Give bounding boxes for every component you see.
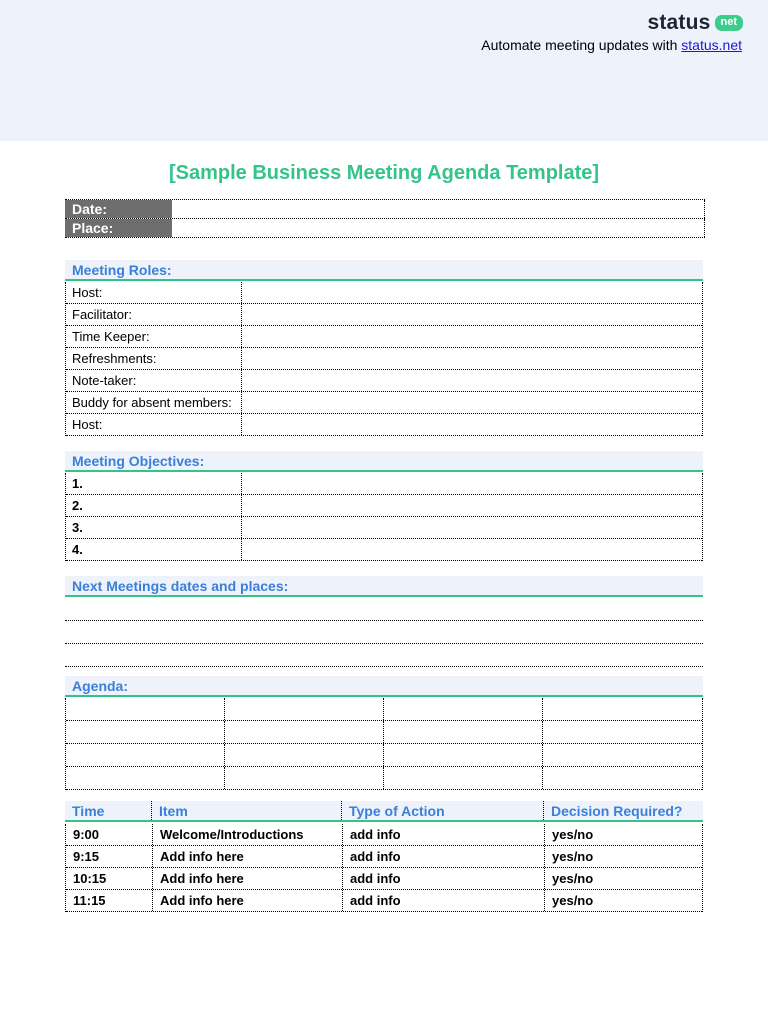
roles-table <box>65 282 703 436</box>
next-meeting-line[interactable] <box>65 621 703 644</box>
table-row <box>66 539 702 561</box>
table-row <box>66 767 702 790</box>
date-label: Date: <box>65 200 172 218</box>
table-row <box>66 473 702 495</box>
schedule-action: add info <box>343 890 545 911</box>
agenda-cell[interactable] <box>543 721 702 743</box>
agenda-cell[interactable] <box>225 767 384 789</box>
table-row <box>66 846 702 868</box>
schedule-time: 11:15 <box>66 890 153 911</box>
schedule-decision: yes/no <box>552 871 594 886</box>
promo-banner <box>0 0 768 141</box>
schedule-action: add info <box>343 868 545 889</box>
roles-section-header <box>65 260 703 281</box>
tagline-text: Automate meeting updates with <box>481 37 682 53</box>
table-row <box>66 326 702 348</box>
objective-value[interactable] <box>242 539 702 560</box>
table-row <box>66 517 702 539</box>
header-type-of-action: Type of Action <box>342 801 544 820</box>
role-label: Refreshments: <box>66 348 242 369</box>
place-label: Place: <box>65 219 172 237</box>
objective-value[interactable] <box>242 495 702 516</box>
agenda-cell[interactable] <box>543 767 702 789</box>
next-meetings-heading: Next Meetings dates and places: <box>72 578 289 594</box>
page-title: [Sample Business Meeting Agenda Template] <box>168 162 600 184</box>
objective-value[interactable] <box>242 473 702 494</box>
header-item: Item <box>152 801 342 820</box>
schedule-time: 10:15 <box>66 868 153 889</box>
roles-heading: Meeting Roles: <box>72 262 172 278</box>
status-net-link[interactable]: status.net <box>681 37 742 53</box>
agenda-heading: Agenda: <box>72 678 128 694</box>
objective-number: 4. <box>66 539 242 560</box>
agenda-cell[interactable] <box>66 767 225 789</box>
schedule-header <box>65 801 703 822</box>
role-value[interactable] <box>242 370 702 391</box>
role-label: Buddy for absent members: <box>66 392 242 413</box>
objectives-section-header <box>65 451 703 472</box>
objective-number: 3. <box>66 517 242 538</box>
role-label: Host: <box>66 282 242 303</box>
header-decision-required: Decision Required? <box>551 803 683 819</box>
agenda-cell[interactable] <box>66 721 225 743</box>
date-field[interactable] <box>172 200 705 218</box>
table-row <box>66 282 702 304</box>
table-row <box>66 348 702 370</box>
status-net-logo[interactable] <box>647 11 743 35</box>
schedule-action: add info <box>343 824 545 845</box>
table-row <box>66 824 702 846</box>
agenda-cell[interactable] <box>384 721 543 743</box>
agenda-cell[interactable] <box>66 744 225 766</box>
agenda-cell[interactable] <box>543 698 702 720</box>
agenda-cell[interactable] <box>225 698 384 720</box>
table-row <box>66 698 702 721</box>
schedule-decision: yes/no <box>552 827 594 842</box>
schedule-table <box>65 824 703 912</box>
table-row <box>66 744 702 767</box>
agenda-cell[interactable] <box>543 744 702 766</box>
logo-wordmark: status <box>647 11 711 34</box>
agenda-cell[interactable] <box>384 767 543 789</box>
schedule-time: 9:00 <box>66 824 153 845</box>
date-row <box>65 200 705 219</box>
agenda-cell[interactable] <box>384 744 543 766</box>
agenda-cell[interactable] <box>384 698 543 720</box>
table-row <box>66 890 702 912</box>
schedule-decision: yes/no <box>552 849 594 864</box>
table-row <box>66 370 702 392</box>
header-time: Time <box>65 801 152 820</box>
schedule-item: Add info here <box>153 890 343 911</box>
agenda-cell[interactable] <box>66 698 225 720</box>
table-row <box>66 868 702 890</box>
role-label: Host: <box>66 414 242 435</box>
objective-number: 2. <box>66 495 242 516</box>
role-label: Facilitator: <box>66 304 242 325</box>
role-label: Time Keeper: <box>66 326 242 347</box>
next-meeting-line[interactable] <box>65 598 703 621</box>
place-row <box>65 219 705 238</box>
next-meeting-line[interactable] <box>65 644 703 667</box>
table-row <box>66 721 702 744</box>
logo-badge: net <box>715 15 744 31</box>
objective-number: 1. <box>66 473 242 494</box>
objective-value[interactable] <box>242 517 702 538</box>
next-meetings-lines <box>65 598 703 667</box>
date-place-block <box>65 199 705 238</box>
schedule-time: 9:15 <box>66 846 153 867</box>
role-label: Note-taker: <box>66 370 242 391</box>
role-value[interactable] <box>242 414 702 435</box>
table-row <box>66 414 702 436</box>
table-row <box>66 304 702 326</box>
schedule-action: add info <box>343 846 545 867</box>
role-value[interactable] <box>242 282 702 303</box>
agenda-cell[interactable] <box>225 744 384 766</box>
role-value[interactable] <box>242 392 702 413</box>
role-value[interactable] <box>242 348 702 369</box>
objectives-heading: Meeting Objectives: <box>72 453 205 469</box>
place-field[interactable] <box>172 219 705 237</box>
table-row <box>66 495 702 517</box>
agenda-table <box>65 698 703 790</box>
next-meetings-section-header <box>65 576 703 597</box>
schedule-item: Add info here <box>153 846 343 867</box>
schedule-decision: yes/no <box>552 893 594 908</box>
agenda-section-header <box>65 676 703 697</box>
role-value[interactable] <box>242 326 702 347</box>
role-value[interactable] <box>242 304 702 325</box>
tagline <box>481 37 742 53</box>
schedule-item: Add info here <box>153 868 343 889</box>
agenda-cell[interactable] <box>225 721 384 743</box>
objectives-table <box>65 473 703 561</box>
table-row <box>66 392 702 414</box>
schedule-item: Welcome/Introductions <box>153 824 343 845</box>
